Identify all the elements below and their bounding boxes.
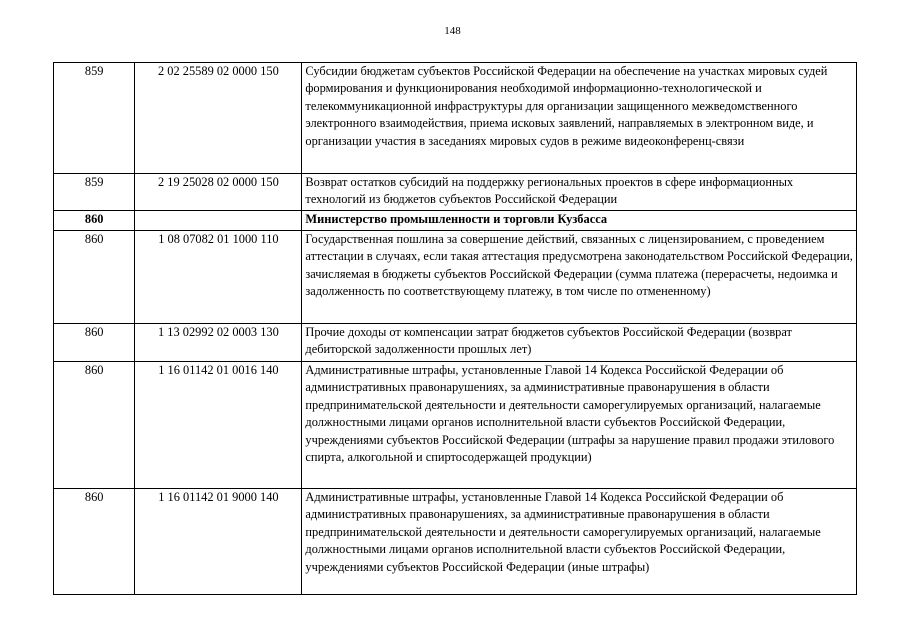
admin-code-cell: 859 <box>54 63 135 174</box>
table-row <box>54 174 857 211</box>
revenue-code-cell: 1 08 07082 01 1000 110 <box>135 231 302 324</box>
admin-code-cell: 860 <box>54 489 135 595</box>
admin-code-cell: 860 <box>54 362 135 489</box>
section-header-row <box>54 211 857 231</box>
table-row <box>54 324 857 362</box>
revenue-code-cell: 1 16 01142 01 9000 140 <box>135 489 302 595</box>
revenue-name-cell: Возврат остатков субсидий на поддержку региональных проектов в сфере информационных технологий из бюджетов субъектов Российской Федерации <box>302 174 857 211</box>
table-row <box>54 489 857 595</box>
admin-code-cell: 859 <box>54 174 135 211</box>
revenue-name-cell: Прочие доходы от компенсации затрат бюджетов субъектов Российской Федерации (возврат дебиторской задолженности прошлых лет) <box>302 324 857 362</box>
revenue-name-cell: Административные штрафы, установленные Главой 14 Кодекса Российской Федерации об административных правонарушениях, за административные правонарушения в области предпринимательской деятельности и деятельности саморегулируемых организаций, налагаемые должностными лицами органов исполнительной власти субъектов Российской Федерации, учреждениями субъектов Российской Федерации (иные штрафы) <box>302 489 857 595</box>
page-number: 148 <box>444 25 461 37</box>
admin-code-cell: 860 <box>54 211 135 231</box>
revenue-classification-table <box>53 62 857 595</box>
admin-code-cell: 860 <box>54 324 135 362</box>
table-row <box>54 362 857 489</box>
revenue-code-cell: 1 16 01142 01 0016 140 <box>135 362 302 489</box>
revenue-name-cell: Субсидии бюджетам субъектов Российской Федерации на обеспечение на участках мировых судей формирования и функционирования необходимой информационно-технологической и телекоммуникационной инфраструктуры для организации защищенного межведомственного электронного взаимодействия, приема исковых заявлений, направляемых в электронном виде, и организации участия в заседаниях мировых судов в режиме видеоконференц-связи <box>302 63 857 174</box>
revenue-name-cell: Государственная пошлина за совершение действий, связанных с лицензированием, с проведением аттестации в случаях, если такая аттестация предусмотрена законодательством Российской Федерации, зачисляемая в бюджеты субъектов Российской Федерации (сумма платежа (перерасчеты, недоимка и задолженность по соответствующему платежу, в том числе по отмененному) <box>302 231 857 324</box>
revenue-name-cell: Административные штрафы, установленные Главой 14 Кодекса Российской Федерации об административных правонарушениях, за административные правонарушения в области предпринимательской деятельности и деятельности саморегулируемых организаций, налагаемые должностными лицами органов исполнительной власти субъектов Российской Федерации, учреждениями субъектов Российской Федерации (штрафы за нарушение правил продажи этилового спирта, алкогольной и спиртосодержащей продукции) <box>302 362 857 489</box>
revenue-code-cell: 1 13 02992 02 0003 130 <box>135 324 302 362</box>
table-row <box>54 63 857 174</box>
table-row <box>54 231 857 324</box>
revenue-code-cell <box>135 211 302 231</box>
revenue-code-cell: 2 02 25589 02 0000 150 <box>135 63 302 174</box>
revenue-code-cell: 2 19 25028 02 0000 150 <box>135 174 302 211</box>
admin-code-cell: 860 <box>54 231 135 324</box>
ministry-name-cell: Министерство промышленности и торговли Кузбасса <box>302 211 857 231</box>
